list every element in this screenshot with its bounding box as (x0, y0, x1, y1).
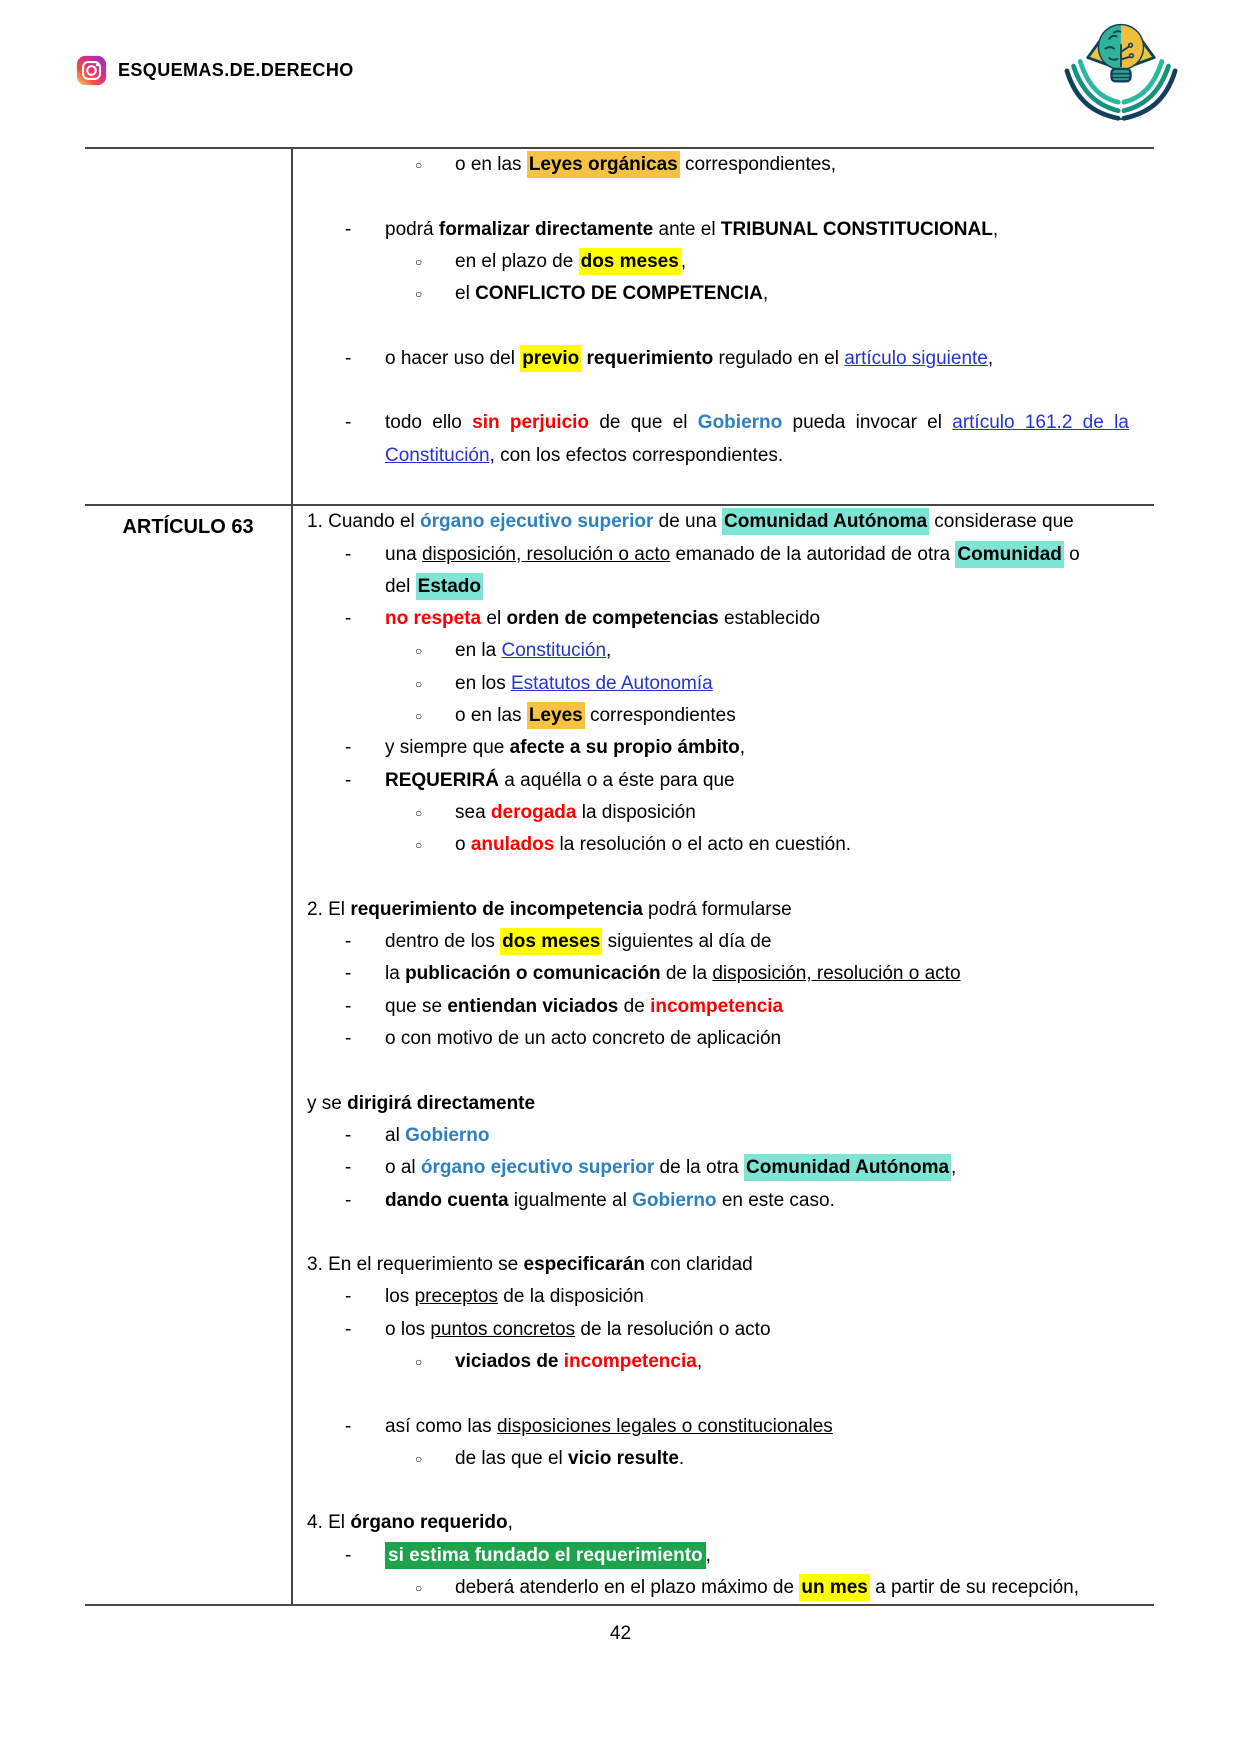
text: o al (385, 1157, 421, 1179)
blank-line (293, 375, 1154, 407)
dash-bullet: - (345, 1028, 352, 1050)
text-line (293, 894, 1154, 926)
red-emphasis-text: incompetencia (650, 995, 784, 1017)
highlight-gold-text: Leyes (527, 702, 585, 729)
underlined-text: disposición, resolución o acto (421, 543, 671, 565)
text: o (455, 834, 471, 856)
text: , (987, 347, 994, 369)
text: sea (455, 801, 491, 823)
text: o en las (455, 705, 527, 727)
dash-bullet: - (345, 769, 352, 791)
text: pueda invocar el (782, 412, 953, 434)
text-line (293, 1540, 1154, 1572)
bold-text: REQUERIRÁ (385, 769, 500, 791)
text: de (618, 995, 651, 1017)
article-content (293, 149, 1154, 504)
text-line (293, 958, 1154, 990)
text-line (293, 1023, 1154, 1055)
highlight-yellow-text: un mes (799, 1574, 870, 1601)
text: la resolución o el acto en cuestión. (554, 834, 852, 856)
brand-name: ESQUEMAS.DE.DERECHO (118, 60, 354, 80)
dash-bullet: - (345, 1189, 352, 1211)
table-row (85, 504, 1154, 1604)
bold-text: publicación o comunicación (405, 963, 661, 985)
red-emphasis-text: derogada (490, 801, 577, 823)
text-line (293, 1346, 1154, 1378)
text-line (293, 440, 1154, 472)
brand-logo (1058, 12, 1184, 129)
text-line (293, 506, 1154, 538)
brain-bulb-icon (1099, 25, 1143, 81)
bold-text: entiendan viciados (447, 995, 619, 1017)
dash-bullet: - (345, 995, 352, 1017)
text-line (293, 278, 1154, 310)
highlight-gold-text: Leyes orgánicas (527, 151, 680, 178)
text: de la disposición (498, 1286, 644, 1308)
text: así como las (385, 1415, 497, 1437)
text: , (762, 283, 769, 305)
bold-text: orden de competencias (506, 608, 719, 630)
highlight-yellow-text: dos meses (500, 928, 602, 955)
circle-bullet: ○ (415, 838, 423, 853)
circle-bullet: ○ (415, 1581, 423, 1596)
text-line (293, 797, 1154, 829)
text: considerase que (929, 511, 1074, 533)
text: de la (660, 963, 713, 985)
bold-text: formalizar directamente (438, 218, 654, 240)
text: 2. El (307, 898, 351, 920)
text: de la otra (654, 1157, 745, 1179)
text: establecido (718, 608, 821, 630)
text: 1. Cuando el (307, 511, 421, 533)
underlined-text: disposición, resolución o acto (712, 963, 961, 985)
article-label (85, 149, 293, 504)
circle-bullet: ○ (415, 709, 423, 724)
circle-bullet: ○ (415, 1354, 423, 1369)
dash-bullet: - (345, 1415, 352, 1437)
dash-bullet: - (345, 412, 352, 434)
text: , (696, 1350, 703, 1372)
text-line (293, 635, 1154, 667)
highlight-yellow-text: dos meses (579, 248, 681, 275)
text: , (705, 1544, 711, 1566)
dash-bullet: - (345, 1157, 352, 1179)
link[interactable]: Constitución (501, 640, 607, 662)
bold-text: órgano requerido (350, 1512, 508, 1534)
highlight-teal-text: Comunidad Autónoma (744, 1154, 951, 1181)
text: y siempre que (385, 737, 510, 759)
blue-term-text: Gobierno (405, 1124, 490, 1146)
bold-text: viciados de (455, 1350, 564, 1372)
blank-line (293, 862, 1154, 894)
blank-line (293, 1217, 1154, 1249)
text-line (293, 1088, 1154, 1120)
text: de la resolución o acto (575, 1318, 771, 1340)
underlined-text: preceptos (414, 1286, 499, 1308)
blue-term-text: Gobierno (632, 1189, 717, 1211)
highlight-teal-text: Comunidad (955, 541, 1064, 568)
text: igualmente al (508, 1189, 633, 1211)
page-number: 42 (609, 1623, 632, 1644)
dash-bullet: - (345, 1124, 352, 1146)
text-line (293, 991, 1154, 1023)
text-line (293, 765, 1154, 797)
table-row (85, 149, 1154, 504)
article-content (293, 506, 1154, 1604)
bold-text: TRIBUNAL CONSTITUCIONAL (720, 218, 993, 240)
text: los (385, 1286, 415, 1308)
text: el (481, 608, 507, 630)
blue-term-text: órgano ejecutivo superior (420, 511, 654, 533)
text: en los (455, 672, 511, 694)
text: dentro de los (385, 931, 501, 953)
text-line (293, 1572, 1154, 1604)
red-emphasis-text: no respeta (385, 608, 482, 630)
red-emphasis-text: sin perjuicio (472, 412, 590, 434)
text: a aquélla o a éste para que (499, 769, 735, 791)
bold-text: dando cuenta (385, 1189, 509, 1211)
text: correspondientes (584, 705, 736, 727)
text-line (293, 343, 1154, 375)
text: o con motivo de un acto concreto de aplicación (385, 1028, 782, 1050)
text: en este caso. (716, 1189, 835, 1211)
text: 3. En el requerimiento se (307, 1254, 524, 1276)
schema-table (85, 147, 1154, 1606)
text: siguientes al día de (602, 931, 772, 953)
link[interactable]: Estatutos de Autonomía (510, 672, 713, 694)
circle-bullet: ○ (415, 1451, 423, 1466)
blue-term-text: órgano ejecutivo superior (420, 1157, 655, 1179)
text: la disposición (576, 801, 696, 823)
text: deberá atenderlo en el plazo máximo de (455, 1577, 800, 1599)
text-line (293, 1152, 1154, 1184)
text-line (293, 732, 1154, 764)
text: ante el (653, 218, 721, 240)
blank-line (293, 1378, 1154, 1410)
link[interactable]: artículo 161.2 de la (952, 412, 1129, 434)
dash-bullet: - (345, 1544, 352, 1566)
text-line (293, 926, 1154, 958)
text-line (293, 829, 1154, 861)
bold-text: requerimiento (586, 347, 714, 369)
text: , (680, 250, 687, 272)
circle-bullet: ○ (415, 676, 423, 691)
text: o los (385, 1318, 431, 1340)
text: una (385, 543, 422, 565)
text: 4. El (307, 1512, 351, 1534)
dash-bullet: - (345, 543, 352, 565)
text: y se (307, 1092, 348, 1114)
dash-bullet: - (345, 737, 352, 759)
text: de una (653, 511, 723, 533)
brand (76, 55, 354, 86)
text-line (293, 1507, 1154, 1539)
text: del (385, 575, 416, 597)
text: a partir de su recepción, (869, 1577, 1079, 1599)
red-emphasis-text: anulados (470, 834, 555, 856)
text: correspondientes, (679, 154, 837, 175)
bold-text: requerimiento de incompetencia (350, 898, 643, 920)
dash-bullet: - (345, 931, 352, 953)
bold-text: CONFLICTO DE COMPETENCIA (475, 283, 763, 305)
dash-bullet: - (345, 608, 352, 630)
text-line (293, 407, 1154, 439)
text-line (293, 700, 1154, 732)
blue-term-text: Gobierno (697, 412, 783, 434)
blank-line (293, 1055, 1154, 1087)
underlined-text: puntos concretos (430, 1318, 576, 1340)
text-line (293, 668, 1154, 700)
text: todo ello (385, 412, 473, 434)
highlight-yellow-text: previo (520, 345, 581, 372)
link[interactable]: Constitución (385, 444, 490, 466)
text-line (293, 1411, 1154, 1443)
text: la (385, 963, 406, 985)
text: regulado en el (713, 347, 845, 369)
text-line (293, 214, 1154, 246)
dash-bullet: - (345, 1286, 352, 1308)
underlined-text: disposiciones legales o constitucionales (496, 1415, 833, 1437)
text-line (293, 149, 1154, 181)
blank-line (293, 181, 1154, 213)
article-label: ARTÍCULO 63 (85, 506, 293, 1604)
text: al (385, 1124, 406, 1146)
text: emanado de la autoridad de otra (670, 543, 956, 565)
blank-line (293, 472, 1154, 504)
dash-bullet: - (345, 347, 352, 369)
circle-bullet: ○ (415, 158, 423, 172)
blank-line (293, 310, 1154, 342)
circle-bullet: ○ (415, 287, 423, 302)
circle-bullet: ○ (415, 644, 423, 659)
text-line (293, 1185, 1154, 1217)
text: o (1063, 543, 1080, 565)
text-line (293, 1249, 1154, 1281)
text: el (455, 283, 476, 305)
circle-bullet: ○ (415, 254, 423, 269)
text-line (293, 603, 1154, 635)
highlight-teal-text: Estado (416, 573, 483, 600)
text: podrá formularse (642, 898, 792, 920)
text: . (678, 1447, 685, 1469)
link[interactable]: artículo siguiente (844, 347, 988, 369)
text: de las que el (455, 1447, 569, 1469)
text-line (293, 571, 1154, 603)
text: , (507, 1512, 513, 1534)
text-line (293, 1120, 1154, 1152)
text: podrá (385, 218, 439, 240)
bold-text: afecte a su propio ámbito (509, 737, 740, 759)
text: o hacer uso del (385, 347, 521, 369)
bold-text: vicio resulte (568, 1447, 679, 1469)
bold-text: dirigirá directamente (347, 1092, 536, 1114)
text-line (293, 1443, 1154, 1475)
circle-bullet: ○ (415, 805, 423, 820)
text: con claridad (644, 1254, 753, 1276)
text: , (606, 640, 612, 662)
text-line (293, 246, 1154, 278)
text: , con los efectos correspondientes. (489, 444, 784, 466)
text-line (293, 1314, 1154, 1346)
text: en la (455, 640, 502, 662)
dash-bullet: - (345, 963, 352, 985)
text: , (951, 1157, 957, 1179)
red-emphasis-text: incompetencia (563, 1350, 697, 1372)
blank-line (293, 1475, 1154, 1507)
text-line (293, 1281, 1154, 1313)
text: o en las (455, 154, 527, 175)
text: , (739, 737, 746, 759)
dash-bullet: - (345, 1318, 352, 1340)
dash-bullet: - (345, 218, 352, 240)
text: de que el (589, 412, 698, 434)
highlight-green-text: si estima fundado el requerimiento (385, 1542, 706, 1569)
bold-text: especificarán (523, 1254, 645, 1276)
text-line (293, 539, 1154, 571)
text: que se (385, 995, 448, 1017)
text: en el plazo de (455, 250, 579, 272)
highlight-teal-text: Comunidad Autónoma (722, 508, 929, 535)
instagram-icon (76, 55, 107, 86)
text: , (992, 218, 999, 240)
